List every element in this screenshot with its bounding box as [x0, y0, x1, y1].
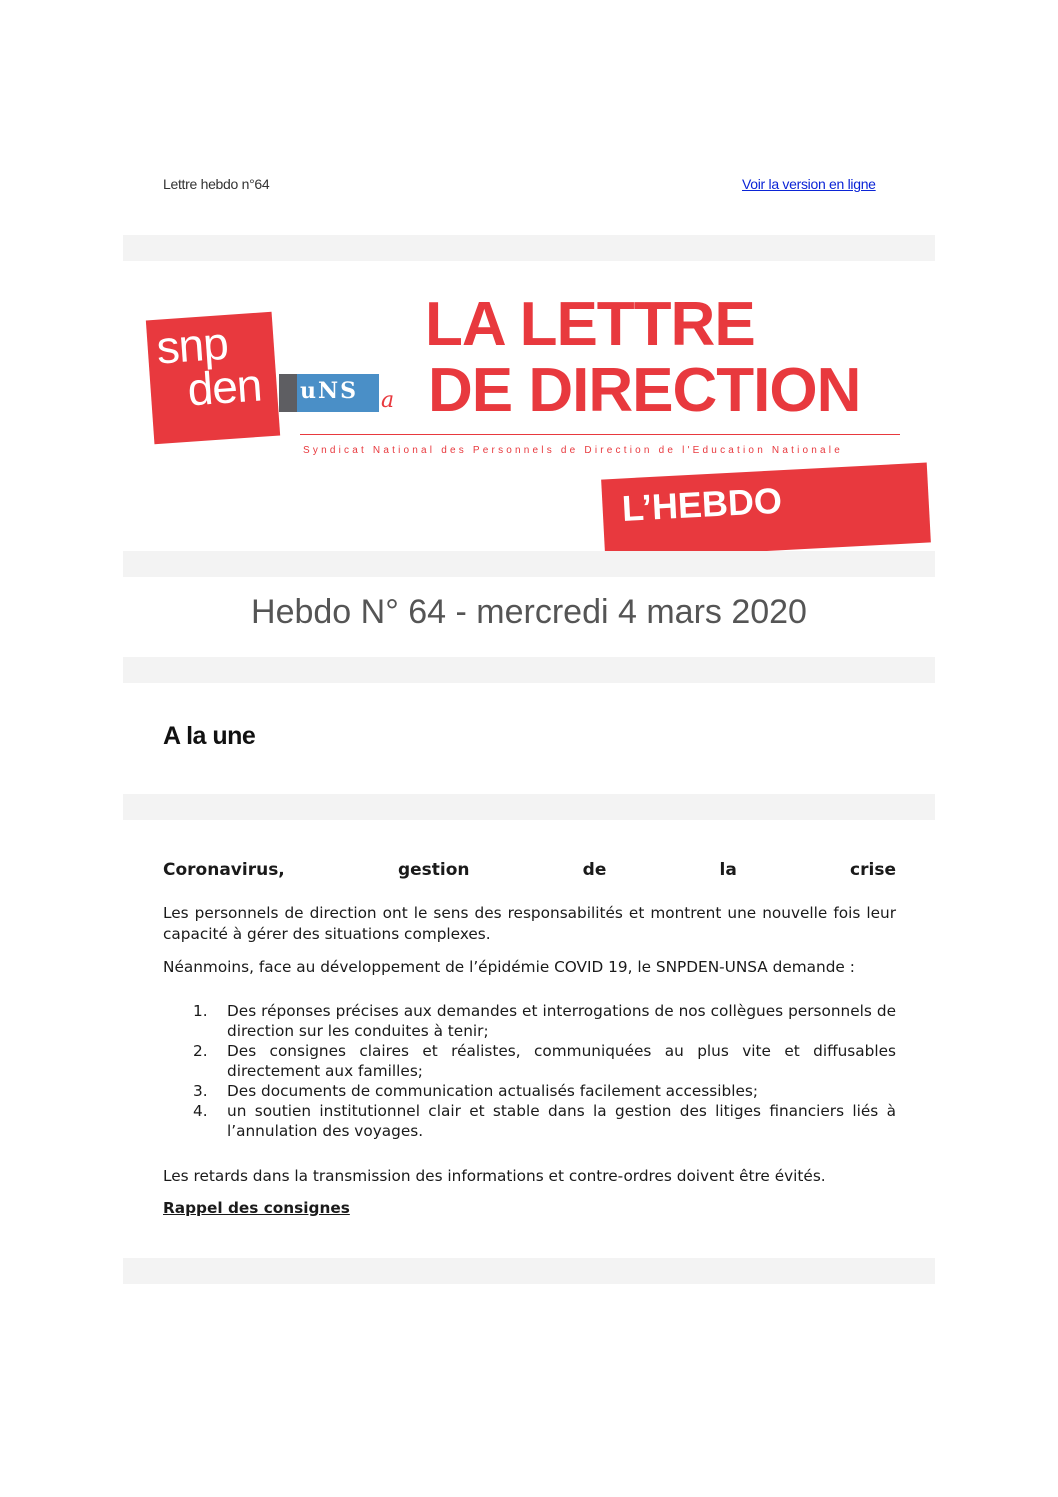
article-paragraph: Néanmoins, face au développement de l’épidémie COVID 19, le SNPDEN-UNSA demande :: [163, 958, 855, 976]
article-paragraph: Les personnels de direction ont le sens des responsabilités et montrent une nouvelle fois leur capacité à gérer des situations complexes.: [163, 904, 896, 943]
masthead-title-line1: LA LETTRE: [425, 290, 755, 359]
list-item: 1. Des réponses précises aux demandes et interrogations de nos collègues personnels de direction sur les conduites à tenir;: [193, 1002, 896, 1040]
section-title: A la une: [163, 722, 256, 750]
hebdo-badge-text: L’HEBDO: [620, 479, 783, 529]
divider-band: [123, 794, 935, 820]
masthead-title-line2: DE DIRECTION: [428, 356, 861, 425]
unsa-logo-accent: [279, 374, 297, 412]
newsletter-label: Lettre hebdo n°64: [163, 176, 270, 192]
issue-title: Hebdo N° 64 - mercredi 4 mars 2020: [251, 593, 807, 631]
list-item: 3. Des documents de communication actualisés facilement accessibles;: [193, 1082, 758, 1100]
divider-band: [123, 235, 935, 261]
unsa-logo-text: uNS: [300, 378, 358, 404]
online-version-link[interactable]: Voir la version en ligne: [742, 176, 876, 192]
unsa-logo-a: a: [381, 388, 395, 413]
divider-band: [123, 657, 935, 683]
list-item: 2. Des consignes claires et réalistes, communiquées au plus vite et diffusables directement aux familles;: [193, 1042, 896, 1080]
article-title: Coronavirus, gestion de la crise: [163, 860, 896, 880]
divider-band: [123, 551, 935, 577]
masthead-tagline: Syndicat National des Personnels de Direction de l'Education Nationale: [303, 445, 843, 456]
snpden-logo-text: snp den: [154, 316, 263, 416]
list-item: 4. un soutien institutionnel clair et stable dans la gestion des litiges financiers liés à l’annulation des voyages.: [193, 1102, 896, 1140]
consignes-link[interactable]: Rappel des consignes: [163, 1199, 350, 1217]
article-closing: Les retards dans la transmission des informations et contre-ordres doivent être évités.: [163, 1167, 826, 1185]
divider-band: [123, 1258, 935, 1284]
demands-list: [193, 1001, 896, 1141]
masthead-rule: [300, 434, 900, 435]
